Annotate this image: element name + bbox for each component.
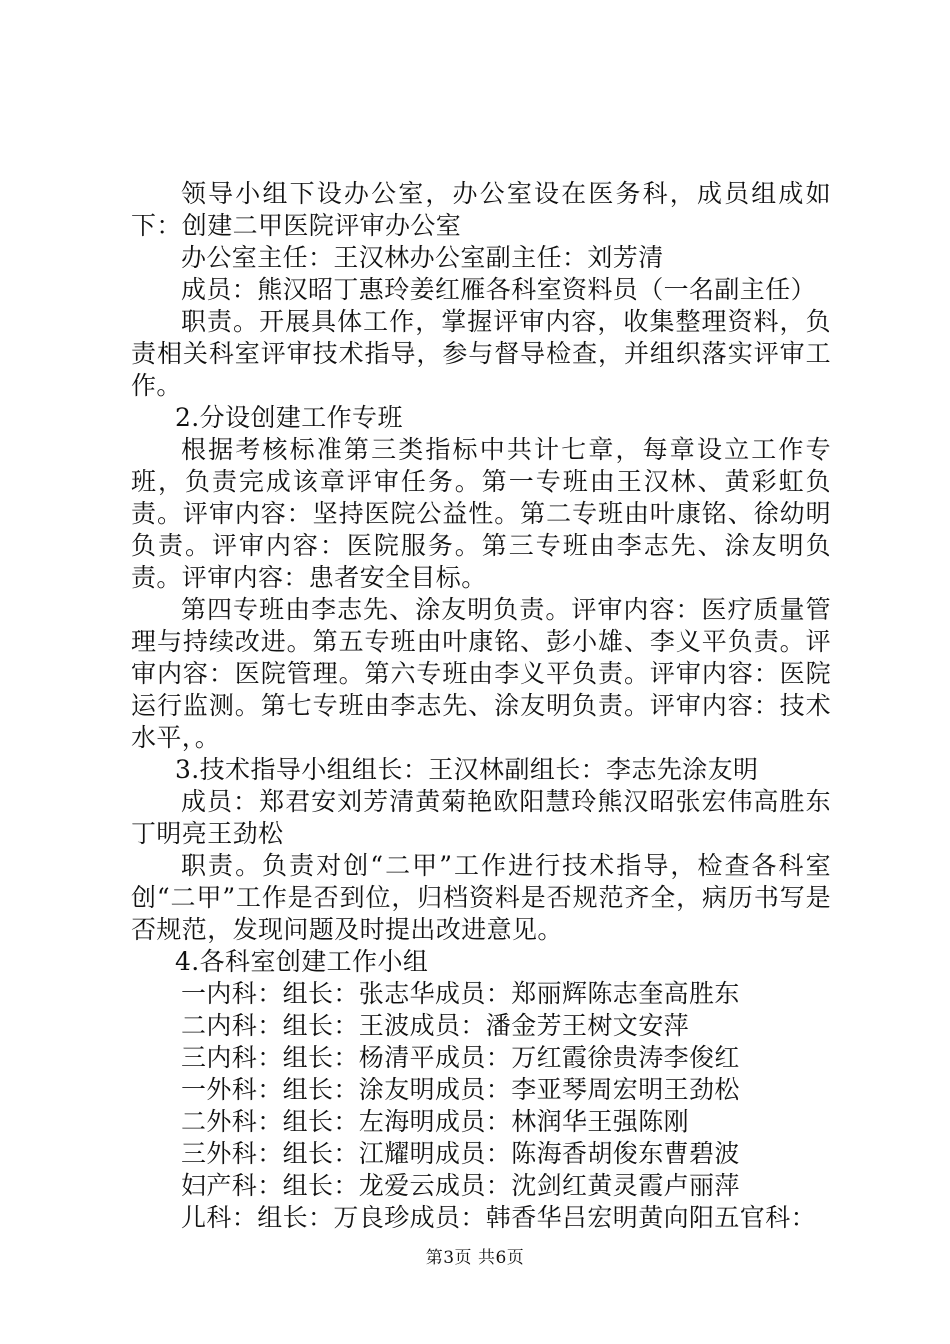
paragraph-tech-members: 成员：郑君安刘芳清黄菊艳欧阳慧玲熊汉昭张宏伟高胜东丁明亮王劲松 — [131, 787, 831, 848]
paragraph-special-teams-2: 第四专班由李志先、涂友明负责。评审内容：医疗质量管理与持续改进。第五专班由叶康铭、彭小雄、李义平负责。评审内容：医院管理。第六专班由李义平负责。评审内容：医院运行监测。第七专班由李志先、涂友明负责。评审内容：技术水平，。 — [131, 595, 831, 752]
body-text — [131, 178, 831, 1234]
section-heading-3: 3.技术指导小组组长：王汉林副组长：李志先涂友明 — [175, 755, 759, 784]
section-heading-2: 2.分设创建工作专班 — [175, 403, 403, 432]
page-footer: 第3页 共6页 — [425, 1248, 525, 1268]
dept-line-internal-1: 一内科：组长：张志华成员：郑丽辉陈志奎高胜东 — [181, 979, 740, 1008]
dept-line-surgery-2: 二外科：组长：左海明成员：林润华王强陈刚 — [181, 1107, 690, 1136]
dept-line-internal-2: 二内科：组长：王波成员：潘金芳王树文安萍 — [181, 1011, 690, 1040]
dept-line-surgery-1: 一外科：组长：涂友明成员：李亚琴周宏明王劲松 — [181, 1075, 740, 1104]
paragraph-office-duties: 职责。开展具体工作，掌握评审内容，收集整理资料，负责相关科室评审技术指导，参与督导检查，并组织落实评审工作。 — [131, 307, 831, 400]
paragraph-special-teams-1: 根据考核标准第三类指标中共计七章，每章设立工作专班，负责完成该章评审任务。第一专班由王汉林、黄彩虹负责。评审内容：坚持医院公益性。第二专班由叶康铭、徐幼明负责。评审内容：医院服务。第三专班由李志先、涂友明负责。评审内容：患者安全目标。 — [131, 435, 831, 592]
dept-line-pediatrics: 儿科：组长：万良珍成员：韩香华吕宏明黄向阳五官科： — [181, 1203, 817, 1232]
paragraph-office-director: 办公室主任：王汉林办公室副主任：刘芳清 — [181, 243, 664, 272]
dept-line-obstetrics: 妇产科：组长：龙爱云成员：沈剑红黄灵霞卢丽萍 — [181, 1171, 740, 1200]
dept-line-surgery-3: 三外科：组长：江耀明成员：陈海香胡俊东曹碧波 — [181, 1139, 740, 1168]
section-heading-4: 4.各科室创建工作小组 — [175, 947, 429, 976]
paragraph-office-setup: 领导小组下设办公室，办公室设在医务科，成员组成如下：创建二甲医院评审办公室 — [131, 179, 831, 240]
paragraph-tech-duties: 职责。负责对创“二甲”工作进行技术指导，检查各科室创“二甲”工作是否到位，归档资料是否规范齐全，病历书写是否规范，发现问题及时提出改进意见。 — [131, 851, 831, 944]
paragraph-office-members: 成员：熊汉昭丁惠玲姜红雁各科室资料员（一名副主任） — [181, 275, 817, 304]
dept-line-internal-3: 三内科：组长：杨清平成员：万红霞徐贵涛李俊红 — [181, 1043, 740, 1072]
